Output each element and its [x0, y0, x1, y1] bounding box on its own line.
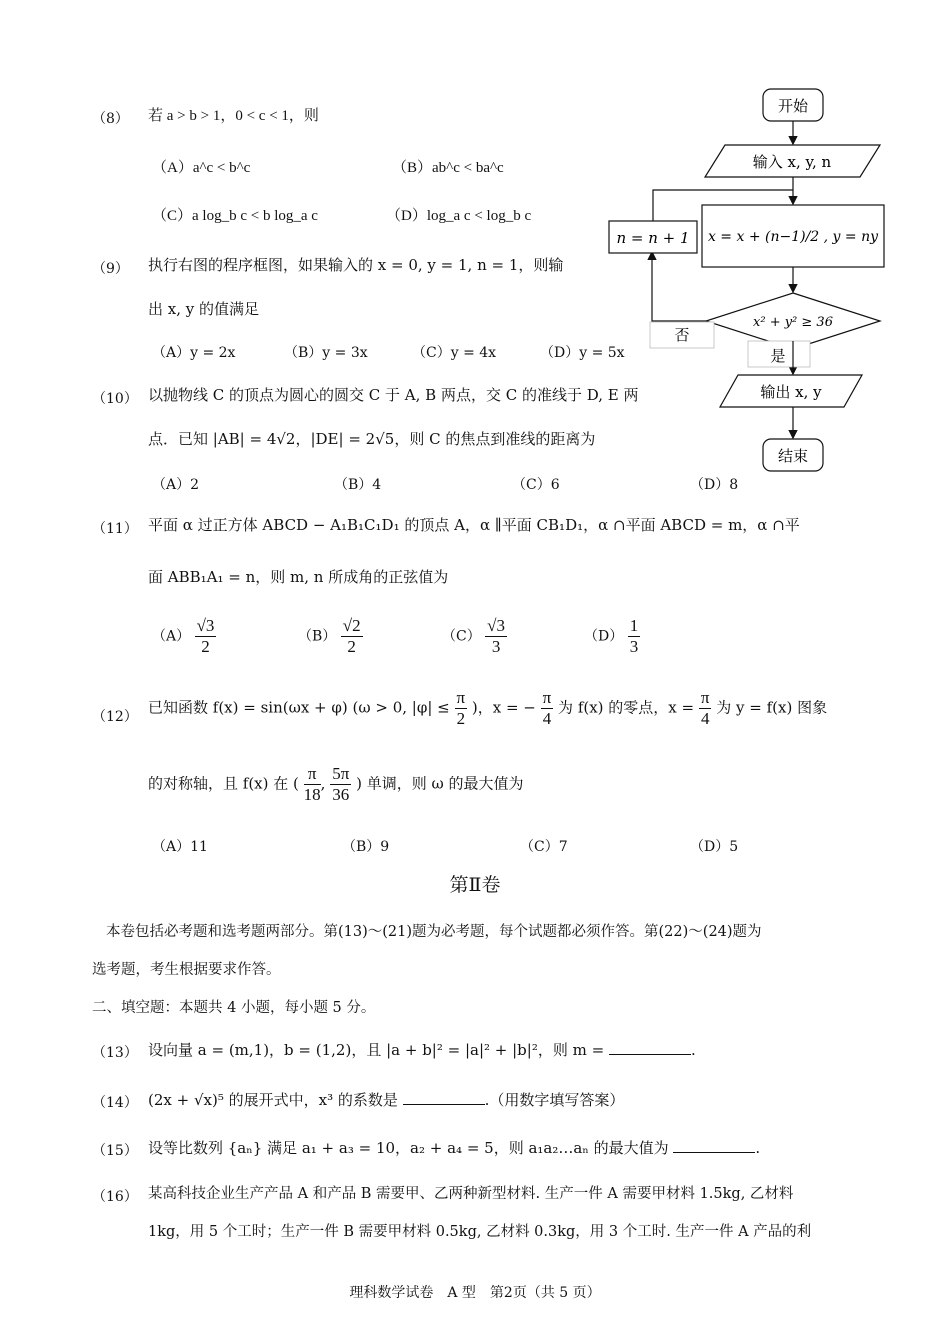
q10-stem-line2: 点．已知 |AB| = 4√2，|DE| = 2√5，则 C 的焦点到准线的距离为 [148, 430, 596, 448]
section-title: 第Ⅱ卷 [449, 874, 501, 896]
q14-number: （14） [92, 1095, 138, 1111]
q15-answer-blank[interactable] [673, 1136, 755, 1153]
q9-option-b: （B）y = 3x [284, 345, 368, 361]
q16-line2: 1kg，用 5 个工时；生产一件 B 需要甲材料 0.5kg, 乙材料 0.3kg，用 3 个工时. 生产一件 A 产品的利 [148, 1224, 812, 1240]
fill-in-title: 二、填空题：本题共 4 小题，每小题 5 分。 [92, 1000, 376, 1016]
q9-option-a: （A）y = 2x [152, 345, 236, 361]
q11-number: （11） [92, 521, 138, 537]
q11-option-a: （A） $\frac{√3}{2}$ [152, 616, 215, 656]
flow-process-text: x = x + (n−1)/2 , y = ny [707, 229, 879, 245]
q16-number: （16） [92, 1189, 138, 1205]
q12-option-a: （A）11 [152, 839, 208, 855]
q11-a-denominator: 2 [201, 637, 210, 656]
flowchart [600, 85, 900, 480]
q9-stem-line1: 执行右图的程序框图，如果输入的 x = 0, y = 1, n = 1，则输 [148, 256, 564, 274]
q11-c-denominator: 3 [491, 637, 501, 656]
q8-stem: 若 a > b > 1，0 < c < 1，则 [148, 108, 319, 124]
flow-yes-label: 是 [770, 347, 786, 365]
q11-d-denominator: 3 [629, 637, 639, 656]
q11-stem-line2: 面 ABB₁A₁ = n，则 m, n 所成角的正弦值为 [148, 568, 449, 586]
q8-number: （8） [92, 111, 129, 127]
q11-stem-line1: 平面 α 过正方体 ABCD − A₁B₁C₁D₁ 的顶点 A，α ∥平面 CB₁D₁，α ∩平面 ABCD = m，α ∩平 [148, 516, 800, 534]
q11-option-d: （D） $\frac{1}{3}$ [584, 616, 639, 656]
q12-stem-line1: 已知函数 f(x) = sin(ωx + φ) (ω > 0, |φ| ≤ $\frac{\pi}{2}$ )，x = − $\frac{\pi}{4}$ 为 f(x) 的零点，x = $\frac{\pi}{4}$ 为 y = f(x) 图象 [148, 688, 828, 728]
flow-end-text: 结束 [777, 447, 809, 465]
q15-number: （15） [92, 1143, 138, 1159]
q11-b-denominator: 2 [347, 637, 356, 656]
q12-stem-line2: 的对称轴，且 f(x) 在 ( $\frac{\pi}{18}$ , $\frac{5\pi}{36}$ ) 单调，则 ω 的最大值为 [148, 764, 524, 804]
q10-option-a: （A）2 [152, 477, 200, 493]
q13-stem: 设向量 a = (m,1)，b = (1,2)，且 |a + b|² = |a|² + |b|²，则 m = [148, 1041, 605, 1059]
q12-option-d: （D）5 [690, 839, 739, 855]
flow-output-text: 输出 x, y [760, 383, 822, 401]
q14-line: (2x + √x)⁵ 的展开式中，x³ 的系数是 .（用数字填写答案） [148, 1088, 624, 1110]
q11-b-numerator: √2 [342, 616, 361, 635]
q14-stem: (2x + √x)⁵ 的展开式中，x³ 的系数是 [148, 1091, 398, 1109]
flow-condition-text: x² + y² ≥ 36 [753, 315, 833, 330]
q8-option-a: （A）a^c < b^c [152, 160, 251, 176]
q11-c-numerator: √3 [487, 616, 506, 635]
q9-option-c: （C）y = 4x [412, 345, 497, 361]
flow-start-text: 开始 [777, 97, 809, 115]
q11-option-b: （B） $\frac{√2}{2}$ [298, 616, 361, 656]
flow-input-text: 输入 x, y, n [752, 153, 832, 171]
q10-option-b: （B）4 [334, 477, 382, 493]
q10-number: （10） [92, 391, 138, 407]
q12-option-c: （C）7 [520, 839, 568, 855]
q15-stem: 设等比数列 {aₙ} 满足 a₁ + a₃ = 10，a₂ + a₄ = 5，则 a₁a₂…aₙ 的最大值为 [148, 1139, 669, 1157]
q11-option-c: （C） $\frac{√3}{3}$ [442, 616, 506, 656]
q9-number: （9） [92, 261, 129, 277]
q11-d-numerator: 1 [629, 616, 639, 635]
q8-option-c: （C）a log_b c < b log_a c [152, 208, 318, 224]
page-footer: 理科数学试卷 A 型 第2页（共 5 页） [349, 1285, 601, 1301]
q8-option-b: （B）ab^c < ba^c [392, 160, 504, 176]
section-intro-line2: 选考题，考生根据要求作答。 [92, 962, 281, 978]
q13-line: 设向量 a = (m,1)，b = (1,2)，且 |a + b|² = |a|² + |b|²，则 m = . [148, 1038, 696, 1060]
flow-increment-text: n = n + 1 [616, 229, 690, 247]
q12-number: （12） [92, 709, 138, 725]
q10-stem-line1: 以抛物线 C 的顶点为圆心的圆交 C 于 A, B 两点，交 C 的准线于 D, E 两 [148, 386, 639, 404]
q13-number: （13） [92, 1045, 138, 1061]
q9-stem-line2: 出 x, y 的值满足 [148, 300, 260, 318]
q10-option-d: （D）8 [690, 477, 739, 493]
q12-option-b: （B）9 [342, 839, 390, 855]
q16-line1: 某高科技企业生产产品 A 和产品 B 需要甲、乙两种新型材料. 生产一件 A 需要甲材料 1.5kg, 乙材料 [148, 1186, 794, 1202]
q13-answer-blank[interactable] [609, 1038, 691, 1055]
q8-option-d: （D）log_a c < log_b c [386, 208, 532, 224]
section-intro-line1: 本卷包括必考题和选考题两部分。第(13)～(21)题为必考题，每个试题都必须作答。第(22)～(24)题为 [106, 924, 762, 940]
q9-option-d: （D）y = 5x [540, 345, 625, 361]
q15-line: 设等比数列 {aₙ} 满足 a₁ + a₃ = 10，a₂ + a₄ = 5，则 a₁a₂…aₙ 的最大值为 . [148, 1136, 760, 1158]
q11-a-numerator: √3 [196, 616, 215, 635]
q10-option-c: （C）6 [512, 477, 560, 493]
flow-no-label: 否 [674, 326, 690, 344]
q14-answer-blank[interactable] [403, 1088, 485, 1105]
